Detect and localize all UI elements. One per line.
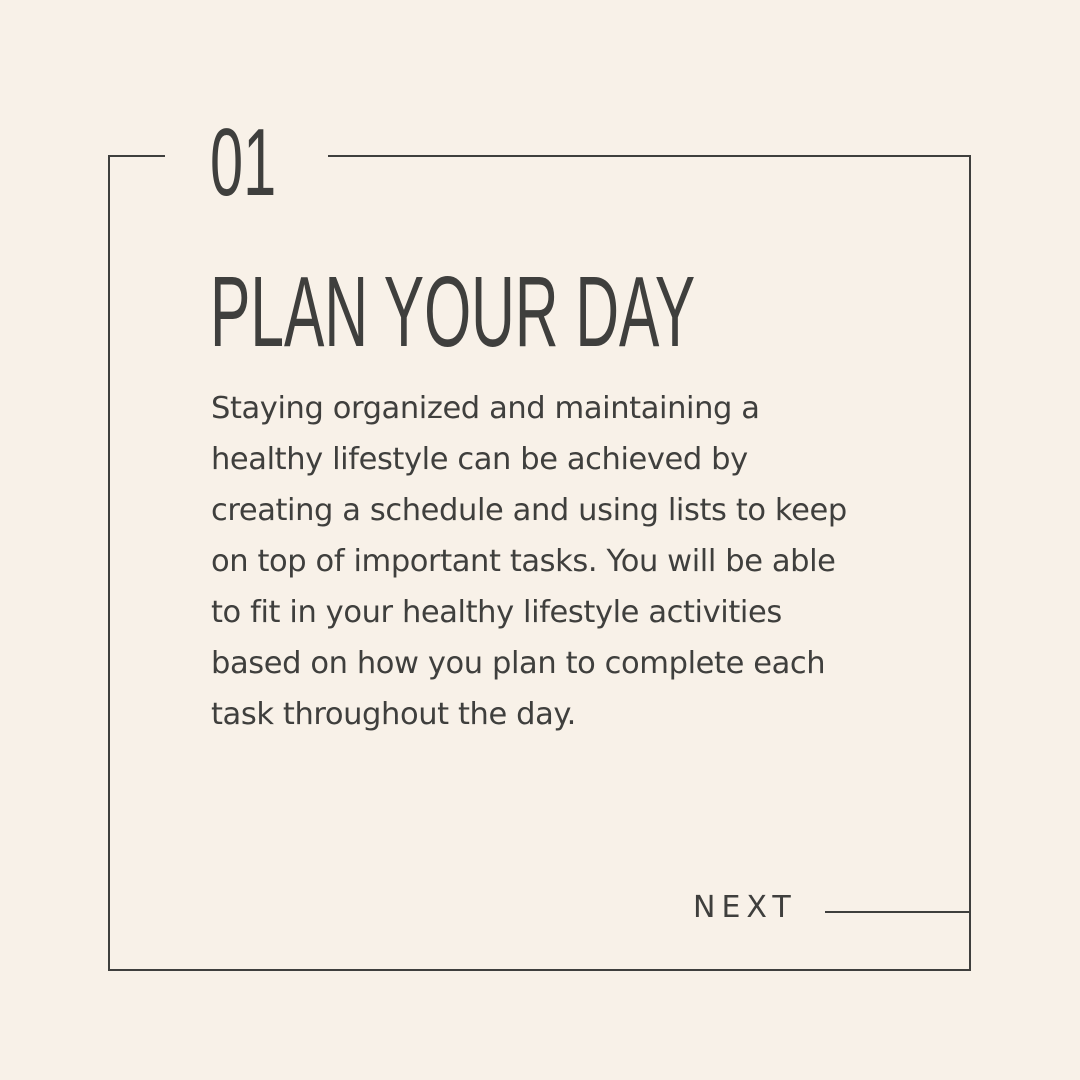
step-number: 01 xyxy=(210,109,277,216)
frame-top-right-border xyxy=(328,155,971,157)
frame-bottom-border xyxy=(108,969,971,971)
next-button[interactable]: NEXT xyxy=(693,890,797,925)
page-title: PLAN YOUR DAY xyxy=(210,256,696,368)
body-paragraph: Staying organized and maintaining a healthy lifestyle can be achieved by creating a schedule and using lists to keep on top of important tasks. You will be able to fit in your healthy lifestyle activities based on how you plan to complete each task throughout the day. xyxy=(211,391,847,732)
frame-right-border xyxy=(969,155,971,971)
frame-left-border xyxy=(108,155,110,971)
next-arrow-line xyxy=(825,911,971,913)
frame-top-left-border xyxy=(108,155,165,157)
